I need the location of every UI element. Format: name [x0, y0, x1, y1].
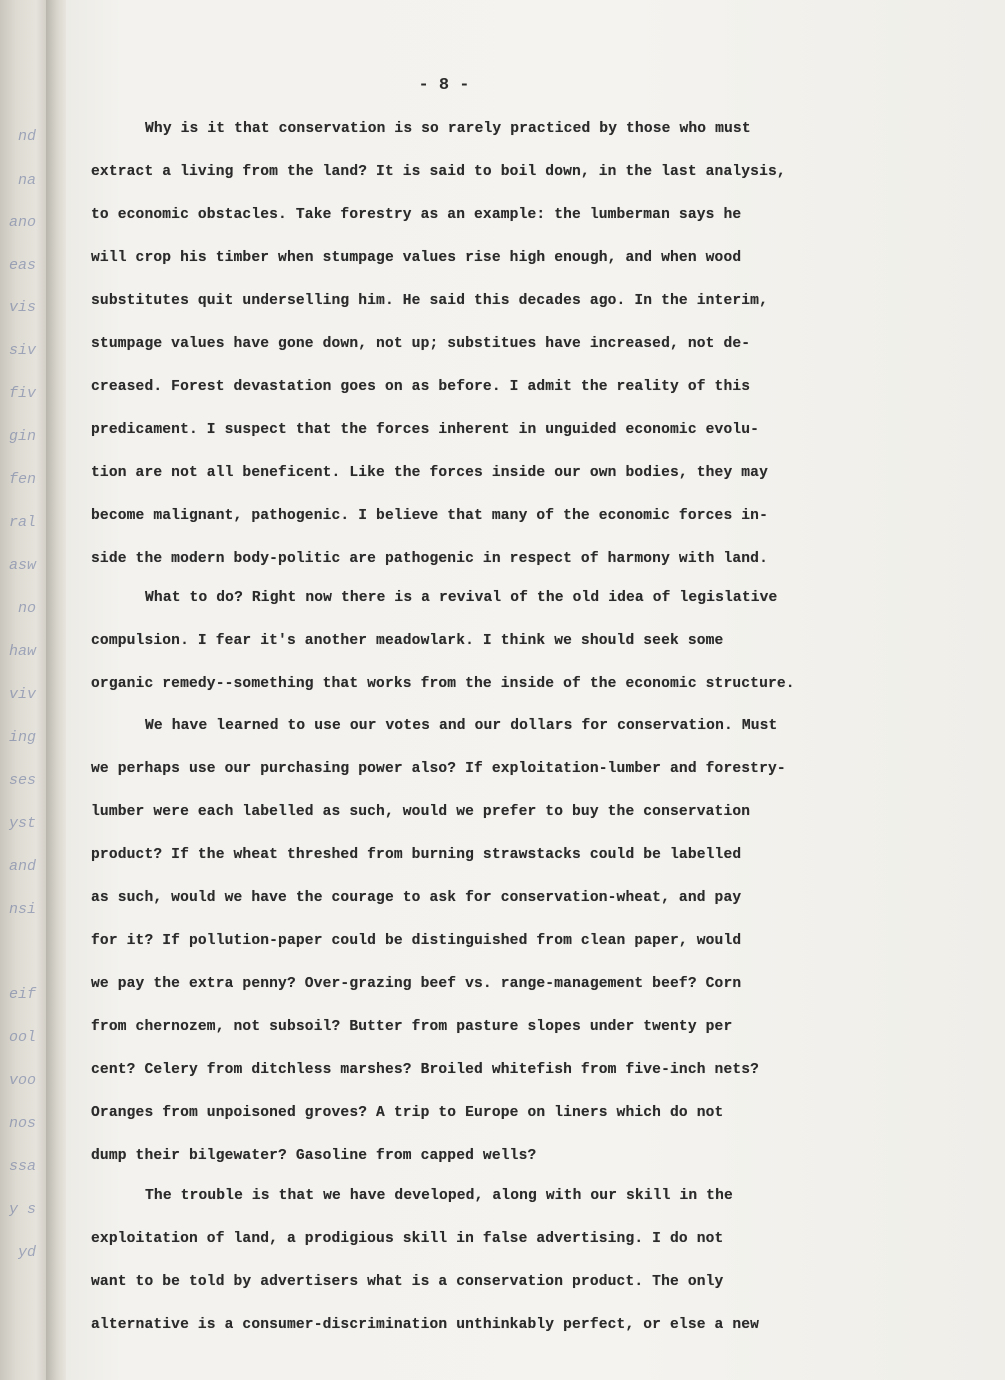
text-line: want to be told by advertisers what is a conservation product. The only	[91, 1274, 724, 1290]
text-line: The trouble is that we have developed, along with our skill in the	[145, 1188, 733, 1204]
facing-page-fragment: fiv	[8, 385, 36, 402]
facing-page-fragment: and	[8, 858, 36, 875]
facing-page-fragment: eas	[8, 257, 36, 274]
facing-page-fragment: ano	[8, 214, 36, 231]
text-line: organic remedy--something that works from the inside of the economic structure.	[91, 676, 795, 692]
text-line: we pay the extra penny? Over-grazing beef vs. range-management beef? Corn	[91, 976, 742, 992]
text-line: predicament. I suspect that the forces inherent in unguided economic evolu-	[91, 422, 760, 438]
text-line: Oranges from unpoisoned groves? A trip to Europe on liners which do not	[91, 1105, 724, 1121]
facing-page-fragment: voo	[8, 1072, 36, 1089]
text-line: become malignant, pathogenic. I believe that many of the economic forces in-	[91, 508, 768, 524]
facing-page-fragment: vis	[8, 299, 36, 316]
facing-page-fragment: ool	[8, 1029, 36, 1046]
facing-page-fragment: na	[17, 172, 36, 189]
text-line: What to do? Right now there is a revival of the old idea of legislative	[145, 590, 778, 606]
text-line: will crop his timber when stumpage values rise high enough, and when wood	[91, 250, 742, 266]
text-line: we perhaps use our purchasing power also? If exploitation-lumber and forestry-	[91, 761, 786, 777]
text-line: tion are not all beneficent. Like the forces inside our own bodies, they may	[91, 465, 768, 481]
facing-page-fragment: viv	[8, 686, 36, 703]
text-line: substitutes quit underselling him. He said this decades ago. In the interim,	[91, 293, 768, 309]
text-line: stumpage values have gone down, not up; substitues have increased, not de-	[91, 336, 751, 352]
facing-page-fragment: nsi	[8, 901, 36, 918]
text-line: compulsion. I fear it's another meadowlark. I think we should seek some	[91, 633, 724, 649]
text-line: product? If the wheat threshed from burning strawstacks could be labelled	[91, 847, 742, 863]
facing-page-fragment: ses	[8, 772, 36, 789]
facing-page-fragment: fen	[8, 471, 36, 488]
facing-page-fragment: siv	[8, 342, 36, 359]
text-line: to economic obstacles. Take forestry as an example: the lumberman says he	[91, 207, 742, 223]
text-line: side the modern body-politic are pathogenic in respect of harmony with land.	[91, 551, 768, 567]
facing-page-fragment: y s	[8, 1201, 36, 1218]
text-line: for it? If pollution-paper could be distinguished from clean paper, would	[91, 933, 742, 949]
facing-page-fragment: no	[17, 600, 36, 617]
text-line: from chernozem, not subsoil? Butter from pasture slopes under twenty per	[91, 1019, 733, 1035]
text-line: We have learned to use our votes and our dollars for conservation. Must	[145, 718, 778, 734]
facing-page-edge	[0, 0, 48, 1380]
text-line: exploitation of land, a prodigious skill in false advertising. I do not	[91, 1231, 724, 1247]
facing-page-fragment: ssa	[8, 1158, 36, 1175]
text-line: lumber were each labelled as such, would we prefer to buy the conservation	[91, 804, 751, 820]
facing-page-fragment: ing	[8, 729, 36, 746]
facing-page-fragment: ral	[8, 514, 36, 531]
facing-page-fragment: nos	[8, 1115, 36, 1132]
page-number: - 8 -	[418, 76, 470, 95]
facing-page-fragment: gin	[8, 428, 36, 445]
text-line: alternative is a consumer-discrimination unthinkably perfect, or else a new	[91, 1317, 760, 1333]
facing-page-fragment: asw	[8, 557, 36, 574]
facing-page-fragment: nd	[17, 128, 36, 145]
text-line: dump their bilgewater? Gasoline from capped wells?	[91, 1148, 537, 1164]
facing-page-fragment: haw	[8, 643, 36, 660]
facing-page-fragment: yd	[17, 1244, 36, 1261]
text-line: cent? Celery from ditchless marshes? Broiled whitefish from five-inch nets?	[91, 1062, 760, 1078]
facing-page-fragment: yst	[8, 815, 36, 832]
facing-page-fragment: eif	[8, 986, 36, 1003]
text-line: as such, would we have the courage to ask for conservation-wheat, and pay	[91, 890, 742, 906]
text-line: Why is it that conservation is so rarely practiced by those who must	[145, 121, 751, 137]
text-line: creased. Forest devastation goes on as before. I admit the reality of this	[91, 379, 751, 395]
text-line: extract a living from the land? It is said to boil down, in the last analysis,	[91, 164, 786, 180]
